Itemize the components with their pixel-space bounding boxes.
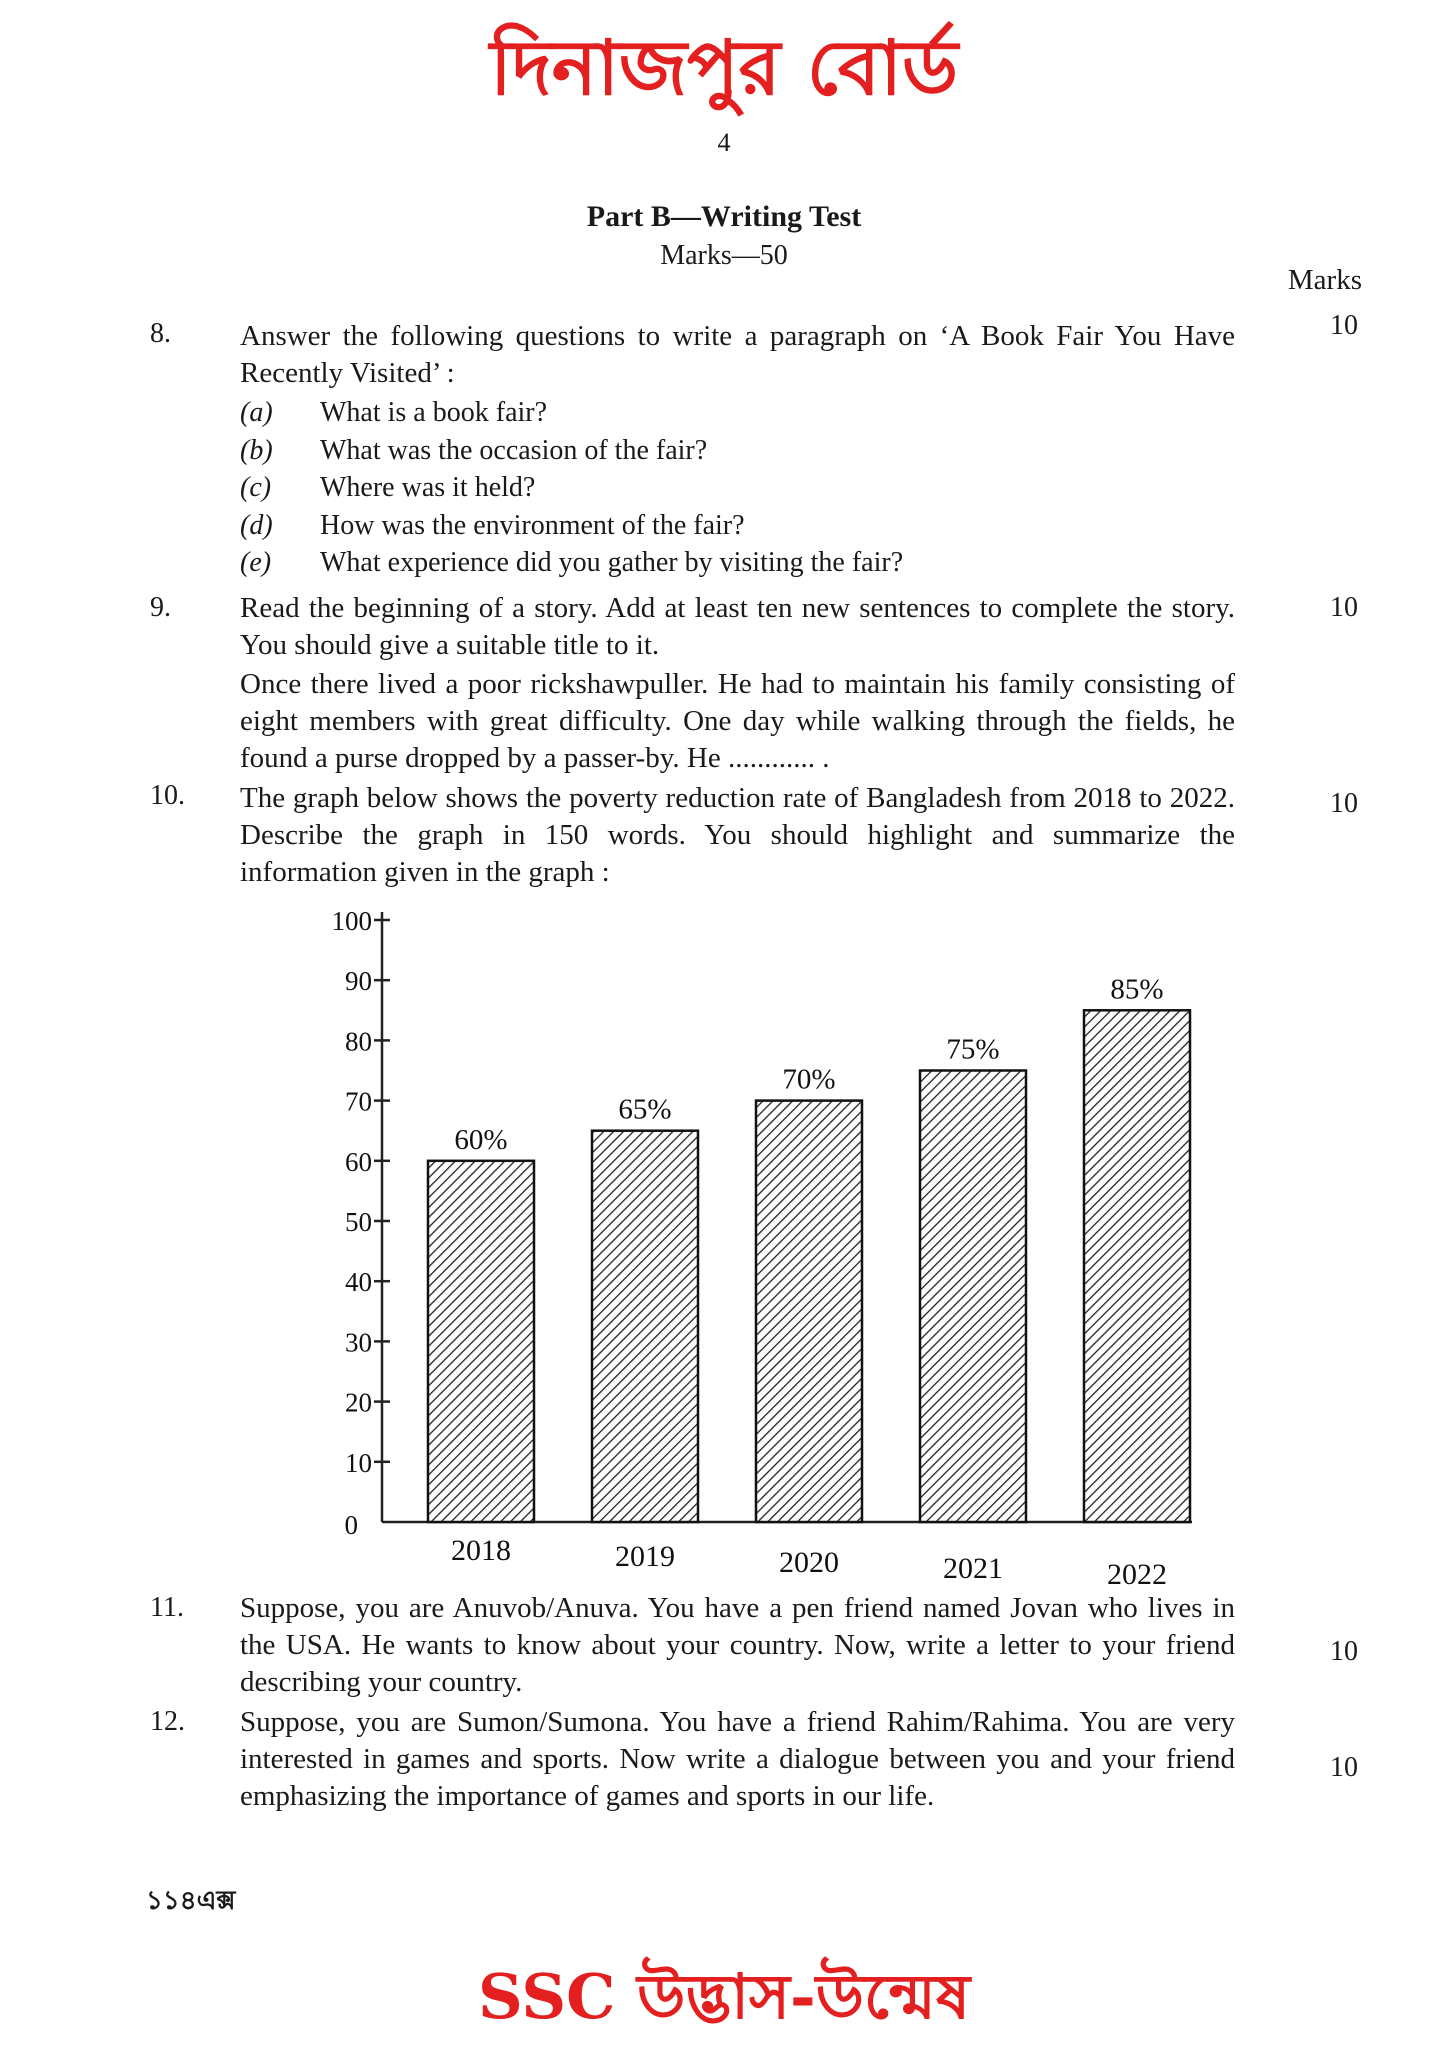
- sub-question-label: (c): [240, 472, 272, 503]
- y-tick-label: 80: [345, 1026, 372, 1057]
- x-tick-label: 2019: [615, 1540, 675, 1573]
- sub-question: [240, 469, 903, 507]
- question-marks: 10: [1330, 310, 1358, 341]
- sub-question: [240, 432, 903, 470]
- sub-question-text: What experience did you gather by visiting the fair?: [320, 547, 904, 578]
- y-tick-label: 10: [345, 1447, 372, 1478]
- part-total-marks: Marks—50: [660, 240, 788, 271]
- question-number: 11.: [150, 1592, 184, 1623]
- x-tick-label: 2020: [779, 1546, 839, 1579]
- bar: [428, 1161, 534, 1522]
- sub-question-label: (b): [240, 434, 273, 466]
- y-tick-label: 50: [345, 1207, 372, 1237]
- y-tick-label: 70: [345, 1086, 372, 1117]
- page-number: 4: [717, 128, 731, 157]
- question-number: 9.: [150, 592, 171, 623]
- bar-data-label: 75%: [946, 1033, 1000, 1066]
- y-tick-label: 90: [345, 966, 372, 997]
- sub-question-label: (e): [240, 547, 272, 578]
- y-tick-label: 0: [344, 1510, 358, 1540]
- bar: [592, 1131, 698, 1522]
- x-tick-label: 2022: [1107, 1558, 1167, 1591]
- y-tick-label: 60: [345, 1146, 372, 1177]
- question-text: Suppose, you are Sumon/Sumona. You have a friend Rahim/Rahima. You are very interested in games and sports. Now write a dialogue between you and your friend emphasizing the importance of games and sports in our life.: [240, 1706, 1235, 1812]
- sub-question-text: What is a book fair?: [320, 397, 548, 428]
- paper-code: ১১৪এক্স: [146, 1886, 236, 1916]
- question-text: Read the beginning of a story. Add at least ten new sentences to complete the story. You should give a suitable title to it.: [240, 592, 1235, 661]
- question-marks: 10: [1330, 1636, 1358, 1667]
- story-passage: Once there lived a poor rickshawpuller. He had to maintain his family consisting of eight members with great difficulty. One day while walking through the fields, he found a purse dropped by a passer-by. He ............ .: [240, 668, 1235, 774]
- sub-question: [240, 394, 903, 432]
- y-tick-label: 100: [331, 906, 372, 936]
- sub-question-text: Where was it held?: [320, 472, 536, 503]
- bar-data-label: 60%: [454, 1123, 508, 1156]
- chart-svg: [280, 890, 1220, 1630]
- sub-question-text: How was the environment of the fair?: [320, 509, 745, 541]
- part-title: Part B—Writing Test: [586, 200, 862, 233]
- x-tick-label: 2021: [943, 1552, 1003, 1585]
- y-tick-label: 30: [345, 1327, 372, 1358]
- marks-column-header: Marks: [1287, 264, 1362, 296]
- bar-data-label: 70%: [782, 1063, 836, 1096]
- question-marks: 10: [1330, 788, 1358, 819]
- bar-data-label: 85%: [1110, 973, 1164, 1006]
- question-marks: 10: [1330, 592, 1358, 623]
- y-tick-label: 40: [345, 1267, 372, 1298]
- board-title: দিনাজপুর বোর্ড: [489, 23, 959, 112]
- x-tick-label: 2018: [451, 1534, 511, 1567]
- question-marks: 10: [1330, 1752, 1358, 1783]
- question-text: The graph below shows the poverty reduction rate of Bangladesh from 2018 to 2022. Describe the graph in 150 words. You should highlight and summarize the information given in the graph :: [240, 782, 1235, 888]
- y-tick-label: 20: [345, 1387, 372, 1418]
- sub-question-list: [240, 394, 903, 582]
- bar-data-label: 65%: [618, 1093, 672, 1126]
- question-number: 10.: [150, 780, 185, 811]
- bar: [920, 1071, 1026, 1523]
- question-number: 12.: [150, 1706, 185, 1737]
- sub-question: [240, 507, 903, 545]
- question-text: Suppose, you are Anuvob/Anuva. You have a pen friend named Jovan who lives in the USA. He wants to know about your country. Now, write a letter to your friend describing your country.: [240, 1592, 1235, 1698]
- brand-footer: SSC উদ্ভাস-উন্মেষ: [477, 1960, 971, 2033]
- question-text: Answer the following questions to write a paragraph on ‘A Book Fair You Have Recently Visited’ :: [240, 320, 1235, 389]
- sub-question-text: What was the occasion of the fair?: [320, 434, 708, 466]
- bar: [756, 1101, 862, 1522]
- bar: [1084, 1010, 1190, 1522]
- sub-question: [240, 544, 903, 582]
- sub-question-label: (d): [240, 509, 273, 541]
- poverty-reduction-chart: [280, 890, 1220, 1630]
- question-number: 8.: [150, 318, 171, 349]
- sub-question-label: (a): [240, 397, 273, 428]
